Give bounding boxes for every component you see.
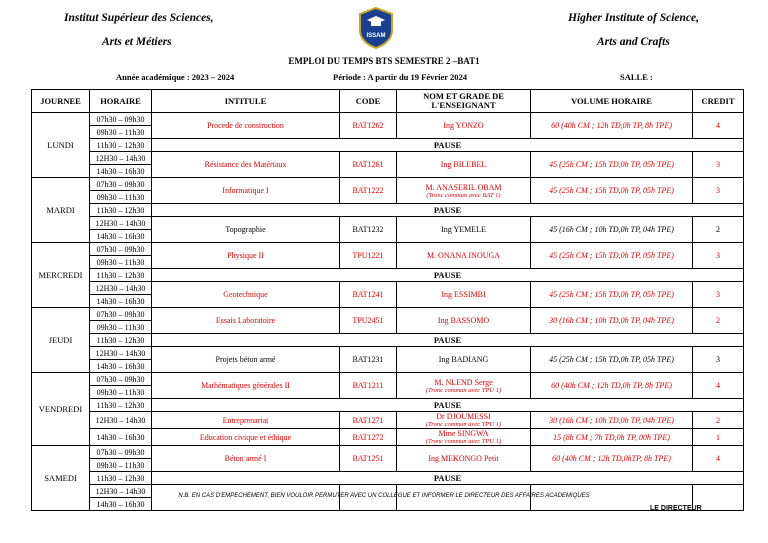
table-row [32, 113, 744, 126]
course-title: Projets béton armé [152, 347, 340, 373]
credit-cell: 3 [693, 243, 744, 269]
course-code: BAT1261 [340, 152, 397, 178]
institute-name-fr-line1: Institut Supérieur des Sciences, [64, 12, 214, 24]
pause-cell: PAUSE [152, 472, 744, 485]
course-title: Entreprenariat [152, 412, 340, 429]
volume-cell: 15 (8h CM ; 7h TD,0h TP, 00h TPE) [531, 429, 693, 446]
time-slot: 11h30 – 12h30 [90, 334, 152, 347]
volume-cell: 60 (40h CM ; 12h TD,0h TP, 8h TPE) [531, 373, 693, 399]
credit-cell: 3 [693, 178, 744, 204]
teacher-cell [397, 373, 531, 399]
table-row [32, 412, 744, 429]
col-header: JOURNEE [32, 90, 90, 113]
time-slot: 14h30 – 16h30 [90, 165, 152, 178]
time-slot: 12H30 – 14h30 [90, 217, 152, 230]
course-title: Mathématiques générales II [152, 373, 340, 399]
logo-text: ISSAM [366, 33, 386, 39]
credit-cell: 2 [693, 217, 744, 243]
teacher-note: (Tronc commun avec TPU 1) [425, 438, 502, 445]
credit-cell: 4 [693, 373, 744, 399]
volume-cell: 60 (40h CM ; 12h TD,0h TP, 8h TPE) [531, 113, 693, 139]
table-row [32, 282, 744, 295]
table-row [32, 472, 744, 485]
institute-name-en-line1: Higher Institute of Science, [568, 12, 699, 24]
course-title: Geotechnique [152, 282, 340, 308]
institute-name-en-line2: Arts and Crafts [597, 36, 670, 48]
course-code: BAT1262 [340, 113, 397, 139]
course-title: Procede de construction [152, 113, 340, 139]
institute-name-fr [64, 6, 214, 54]
day-cell: LUNDI [32, 113, 90, 178]
teacher-note: (Tronc commun avec TPU 1) [425, 386, 502, 394]
time-slot: 12H30 – 14h30 [90, 152, 152, 165]
time-slot: 12H30 – 14h30 [90, 485, 152, 498]
period: Période : A partir du 19 Février 2024 [333, 72, 468, 82]
table-row [32, 139, 744, 152]
course-title: Essais Laboratoire [152, 308, 340, 334]
institute-name-fr-line2: Arts et Métiers [102, 36, 172, 48]
table-row [32, 217, 744, 230]
table-row [32, 373, 744, 386]
time-slot: 14h30 – 16h30 [90, 498, 152, 511]
timetable [31, 89, 744, 511]
teacher-cell [397, 412, 531, 429]
course-code: BAT1251 [340, 446, 397, 472]
table-row [32, 399, 744, 412]
course-code: BAT1271 [340, 412, 397, 429]
time-slot: 07h30 – 09h30 [90, 243, 152, 256]
volume-cell: 30 (16h CM ; 10h TD,0h TP, 04h TPE) [531, 412, 693, 429]
course-title: Education civique et éthique [152, 429, 340, 446]
volume-cell: 45 (25h CM ; 15h TD,0h TP, 05h TPE) [531, 152, 693, 178]
teacher-cell [397, 282, 531, 308]
time-slot: 07h30 – 09h30 [90, 308, 152, 321]
course-code: BAT1232 [340, 217, 397, 243]
teacher-cell [397, 429, 531, 446]
time-slot: 09h30 – 11h30 [90, 191, 152, 204]
course-code: TPU1221 [340, 243, 397, 269]
teacher-cell [397, 217, 531, 243]
pause-cell: PAUSE [152, 334, 744, 347]
course-code: BAT1222 [340, 178, 397, 204]
time-slot: 07h30 – 09h30 [90, 113, 152, 126]
institute-logo [356, 6, 396, 50]
time-slot: 09h30 – 11h30 [90, 459, 152, 472]
time-slot: 07h30 – 09h30 [90, 178, 152, 191]
time-slot: 11h30 – 12h30 [90, 269, 152, 282]
teacher-name: M. ONANA INOUGA [426, 251, 501, 260]
teacher-name: Ing BILEBEL [440, 160, 487, 169]
volume-cell: 60 (40h CM ; 12h TD,0hTP, 8h TPE) [531, 446, 693, 472]
institute-name-en [568, 6, 699, 54]
time-slot: 09h30 – 11h30 [90, 321, 152, 334]
pause-cell: PAUSE [152, 399, 744, 412]
teacher-cell [397, 152, 531, 178]
time-slot: 09h30 – 11h30 [90, 256, 152, 269]
teacher-cell [397, 113, 531, 139]
time-slot: 07h30 – 09h30 [90, 373, 152, 386]
table-row [32, 308, 744, 321]
teacher-name: Ing YONZO [443, 121, 484, 130]
day-cell: SAMEDI [32, 446, 90, 511]
course-code: BAT1272 [340, 429, 397, 446]
teacher-cell [397, 308, 531, 334]
time-slot: 14h30 – 16h30 [90, 360, 152, 373]
teacher-name: M. ANASERIL OBAM [425, 182, 502, 192]
course-code: BAT1241 [340, 282, 397, 308]
col-header: CREDIT [693, 90, 744, 113]
credit-cell: 4 [693, 446, 744, 472]
volume-cell: 45 (16h CM ; 10h TD,0h TP, 04h TPE) [531, 217, 693, 243]
course-code: BAT1211 [340, 373, 397, 399]
credit-cell: 3 [693, 152, 744, 178]
room-label: SALLE : [620, 72, 653, 82]
volume-cell: 30 (16h CM ; 10h TD,0h TP, 04h TPE) [531, 308, 693, 334]
document-title: EMPLOI DU TEMPS BTS SEMESTRE 2 –BAT1 [288, 56, 480, 66]
table-row [32, 152, 744, 165]
table-row [32, 269, 744, 282]
time-slot: 07h30 – 09h30 [90, 446, 152, 459]
volume-cell: 45 (25h CM ; 15h TD,0h TP, 05h TPE) [531, 243, 693, 269]
footer-note: N.B. EN CAS D'EMPECHEMENT, BIEN VOULOIR PERMUTER AVEC UN COLLEGUE ET INFORMER LE DIRECTEUR DES AFFAIRES ACADEMIQUES [178, 493, 590, 499]
time-slot: 14h30 – 16h30 [90, 295, 152, 308]
course-title: Topographie [152, 217, 340, 243]
time-slot: 11h30 – 12h30 [90, 399, 152, 412]
timetable-body [32, 113, 744, 511]
time-slot: 11h30 – 12h30 [90, 472, 152, 485]
time-slot: 11h30 – 12h30 [90, 204, 152, 217]
col-header: NOM ET GRADE DE L'ENSEIGNANT [397, 90, 531, 113]
director-signature-label: LE DIRECTEUR [650, 505, 702, 512]
time-slot: 12H30 – 14h30 [90, 282, 152, 295]
col-header: CODE [340, 90, 397, 113]
credit-cell: 3 [693, 347, 744, 373]
time-slot: 12H30 – 14h30 [90, 347, 152, 360]
volume-cell: 45 (25h CM ; 15h TD,0h TP, 05h TPE) [531, 178, 693, 204]
course-title: Béton armé I [152, 446, 340, 472]
time-slot: 11h30 – 12h30 [90, 139, 152, 152]
teacher-cell [397, 243, 531, 269]
course-code: TPU2451 [340, 308, 397, 334]
pause-cell: PAUSE [152, 139, 744, 152]
credit-cell: 4 [693, 113, 744, 139]
teacher-name: Ing ESSIMBI [441, 290, 486, 299]
time-slot: 12H30 – 14h30 [90, 412, 152, 429]
teacher-name: Dr DJOUMESSI [436, 412, 491, 421]
table-row [32, 347, 744, 360]
teacher-note: (Tronc commun avec TPU 1) [425, 421, 502, 428]
teacher-cell [397, 446, 531, 472]
teacher-name: Ing BASSOMO [437, 316, 490, 325]
time-slot: 09h30 – 11h30 [90, 126, 152, 139]
day-cell: VENDREDI [32, 373, 90, 446]
course-code: BAT1231 [340, 347, 397, 373]
teacher-cell [397, 347, 531, 373]
col-header: HORAIRE [90, 90, 152, 113]
credit-cell: 1 [693, 429, 744, 446]
course-title: Résistance des Matériaux [152, 152, 340, 178]
col-header: INTITULE [152, 90, 340, 113]
table-row [32, 178, 744, 191]
day-cell: JEUDI [32, 308, 90, 373]
table-row [32, 429, 744, 446]
col-header: VOLUME HORAIRE [531, 90, 693, 113]
table-row [32, 334, 744, 347]
course-title: Physique II [152, 243, 340, 269]
table-row [32, 243, 744, 256]
teacher-note: (Tronc commun avec BAT 1) [426, 191, 501, 199]
volume-cell: 45 (25h CM ; 15h TD,0h TP, 05h TPE) [531, 347, 693, 373]
volume-cell: 45 (25h CM ; 15h TD,0h TP, 05h TPE) [531, 282, 693, 308]
pause-cell: PAUSE [152, 269, 744, 282]
teacher-name: Ing YEMELE [441, 225, 486, 234]
time-slot: 14h30 – 16h30 [90, 429, 152, 446]
academic-year: Année académique : 2023 – 2024 [116, 72, 235, 82]
credit-cell: 2 [693, 308, 744, 334]
teacher-cell [397, 178, 531, 204]
teacher-name: Ing BADIANG [438, 355, 489, 364]
teacher-name: M. NLEND Serge [434, 377, 493, 387]
table-row [32, 446, 744, 459]
pause-cell: PAUSE [152, 204, 744, 217]
time-slot: 09h30 – 11h30 [90, 386, 152, 399]
day-cell: MARDI [32, 178, 90, 243]
credit-cell: 2 [693, 412, 744, 429]
table-header-row [32, 90, 744, 113]
time-slot: 14h30 – 16h30 [90, 230, 152, 243]
course-title: Informatique I [152, 178, 340, 204]
credit-cell: 3 [693, 282, 744, 308]
teacher-name: Ing MEKONGO Petit [428, 454, 499, 463]
teacher-name: Mme SINGWA [438, 429, 489, 438]
day-cell: MERCREDI [32, 243, 90, 308]
table-row [32, 204, 744, 217]
